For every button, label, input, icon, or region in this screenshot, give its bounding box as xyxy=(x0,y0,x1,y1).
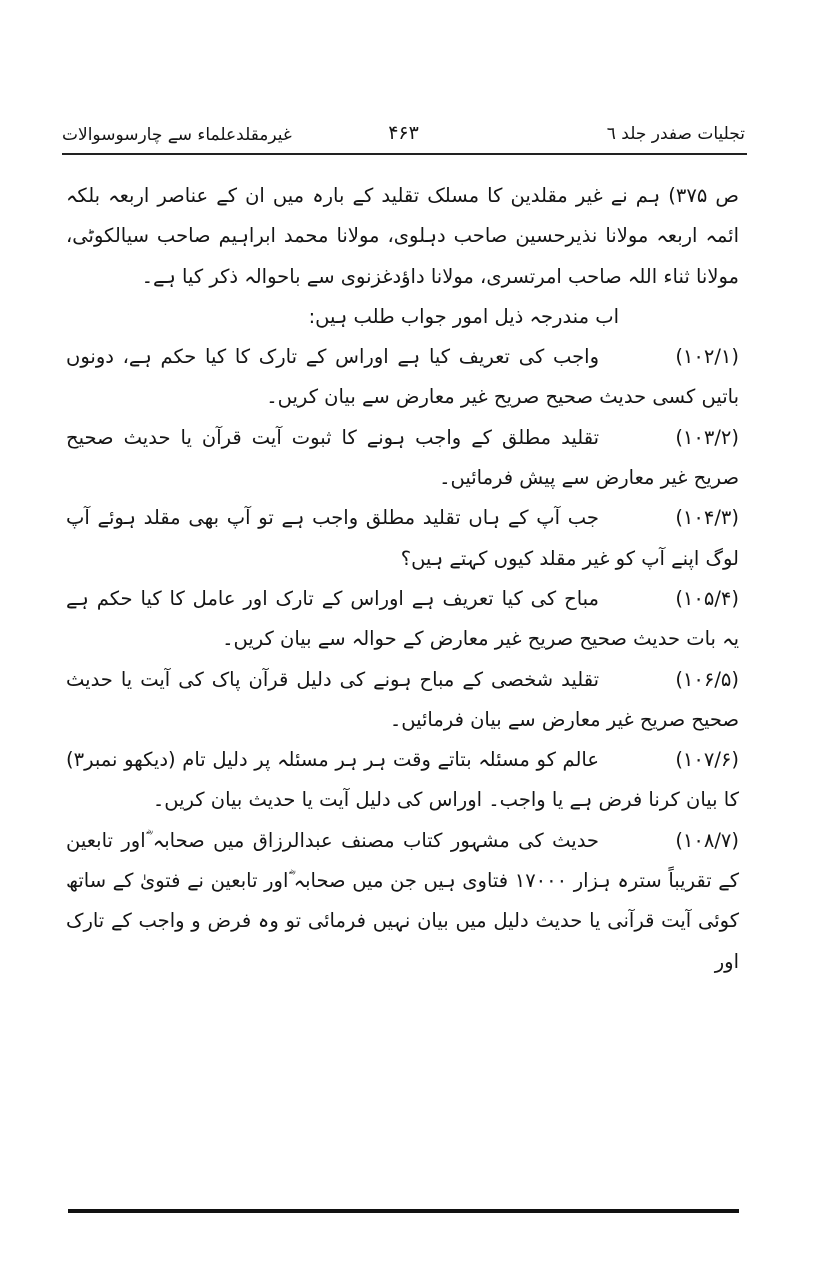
question-text: مباح کی کیا تعریف ہے اوراس کے تارک اور عامل کا کیا حکم ہے یہ بات حدیث صحیح صریح غیر معارض کے حوالہ سے بیان کریں۔ xyxy=(66,586,739,651)
question-item xyxy=(66,579,739,660)
question-number: (۱۰۳/۲) xyxy=(675,425,739,449)
question-item xyxy=(66,740,739,821)
question-text: حدیث کی مشہور کتاب مصنف عبدالرزاق میں صحابہ ؓاور تابعین کے تقریباً سترہ ہزار ۱۷۰۰۰ فتاوی ہیں جن میں صحابہ ؓاور تابعین نے فتویٰ کے ساتھ کوئی آیت قرآنی یا حدیث دلیل میں بیان نہیں فرمائی تو وہ فرض و واجب کے تارک اور xyxy=(66,828,739,973)
question-text: واجب کی تعریف کیا ہے اوراس کے تارک کا کیا حکم ہے، دونوں باتیں کسی حدیث صحیح صریح غیر معارض سے بیان کریں۔ xyxy=(66,345,739,409)
intro-paragraph: ص ۳۷۵) ہم نے غیر مقلدین کا مسلک تقلید کے بارہ میں ان کے عناصر اربعہ بلکہ ائمہ اربعہ مولانا نذیرحسین صاحب دہلوی، مولانا محمد ابراہیم صاحب سیالکوٹی، مولانا ثناء اللہ صاحب امرتسری، مولانا داؤدغزنوی سے باحوالہ ذکر کیا ہے۔ xyxy=(66,184,739,288)
question-item xyxy=(66,821,739,982)
question-number: (۱۰۶/۵) xyxy=(675,667,739,691)
question-item xyxy=(66,498,739,579)
chapter-title: غیرمقلدعلماء سے چارسوسوالات xyxy=(62,125,292,145)
page-body xyxy=(66,176,739,982)
running-header xyxy=(62,118,745,152)
question-item xyxy=(66,660,739,741)
book-volume-title: تجلیات صفدر جلد ٦ xyxy=(606,124,745,144)
question-text: تقلید شخصی کے مباح ہونے کی دلیل قرآن پاک کی آیت یا حدیث صحیح صریح غیر معارض سے بیان فرمائیں۔ xyxy=(66,667,739,731)
footer-rule xyxy=(68,1209,739,1213)
question-number: (۱۰۸/۷) xyxy=(675,828,739,852)
page-number: ۴۶۳ xyxy=(388,122,419,144)
question-item xyxy=(66,418,739,499)
question-text: جب آپ کے ہاں تقلید مطلق واجب ہے تو آپ بھی مقلد ہوئے آپ لوگ اپنے آپ کو غیر مقلد کیوں کہتے ہیں؟ xyxy=(66,506,739,570)
question-number: (۱۰۲/۱) xyxy=(675,345,739,369)
question-number: (۱۰۷/۶) xyxy=(675,748,739,772)
question-number: (۱۰۴/۳) xyxy=(675,506,739,530)
question-number: (۱۰۵/۴) xyxy=(675,586,739,610)
question-item xyxy=(66,337,739,418)
questions-prompt: اب مندرجہ ذیل امور جواب طلب ہیں: xyxy=(308,304,619,328)
header-rule xyxy=(62,153,747,155)
question-text: تقلید مطلق کے واجب ہونے کا ثبوت آیت قرآن یا حدیث صحیح صریح غیر معارض سے پیش فرمائیں۔ xyxy=(66,425,739,490)
question-text: عالم کو مسئلہ بتاتے وقت ہر ہر مسئلہ پر دلیل تام (دیکھو نمبر۳) کا بیان کرنا فرض ہے یا واجب۔ اوراس کی دلیل آیت یا حدیث بیان کریں۔ xyxy=(66,748,739,812)
